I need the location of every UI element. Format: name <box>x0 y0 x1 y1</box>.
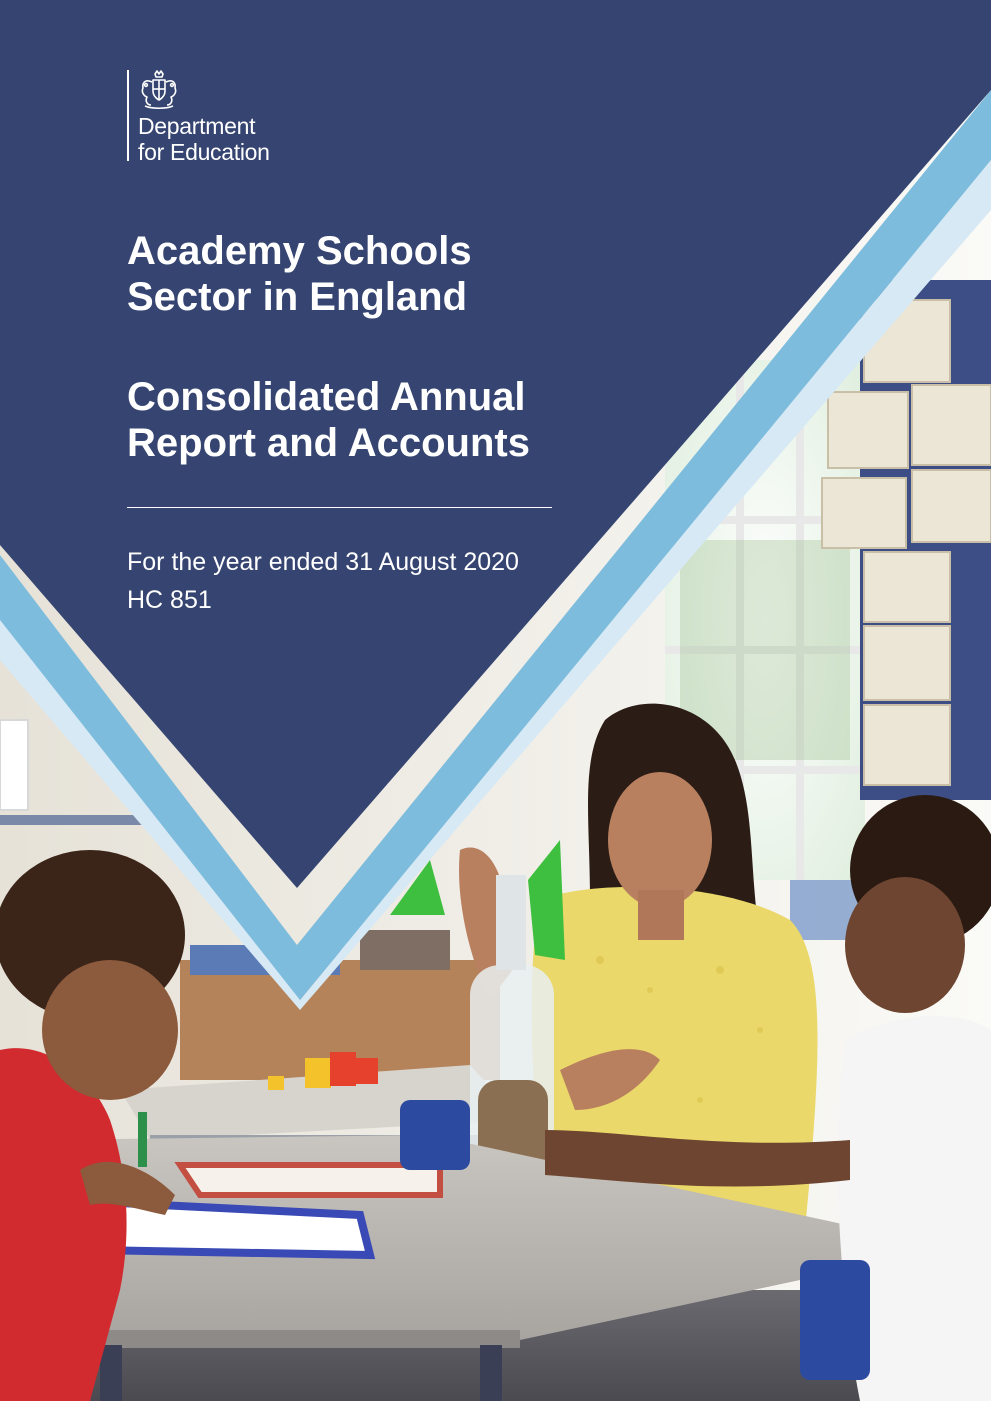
report-subtitle-line2: Report and Accounts <box>127 421 530 465</box>
report-title-line1: Academy Schools <box>127 229 472 273</box>
report-title-line2: Sector in England <box>127 275 468 319</box>
department-logo <box>127 70 327 164</box>
report-subtitle-line1: Consolidated Annual <box>127 375 526 419</box>
title-divider <box>127 507 552 508</box>
house-of-commons-reference: HC 851 <box>127 586 212 614</box>
report-title <box>127 228 647 320</box>
report-subtitle <box>127 374 647 466</box>
royal-coat-of-arms-icon <box>137 70 181 110</box>
report-meta <box>127 543 519 619</box>
department-name-line2: for Education <box>138 139 270 165</box>
logo-divider <box>127 70 129 161</box>
department-name-line1: Department <box>138 113 256 139</box>
reporting-period: For the year ended 31 August 2020 <box>127 548 519 576</box>
department-name <box>138 113 270 165</box>
